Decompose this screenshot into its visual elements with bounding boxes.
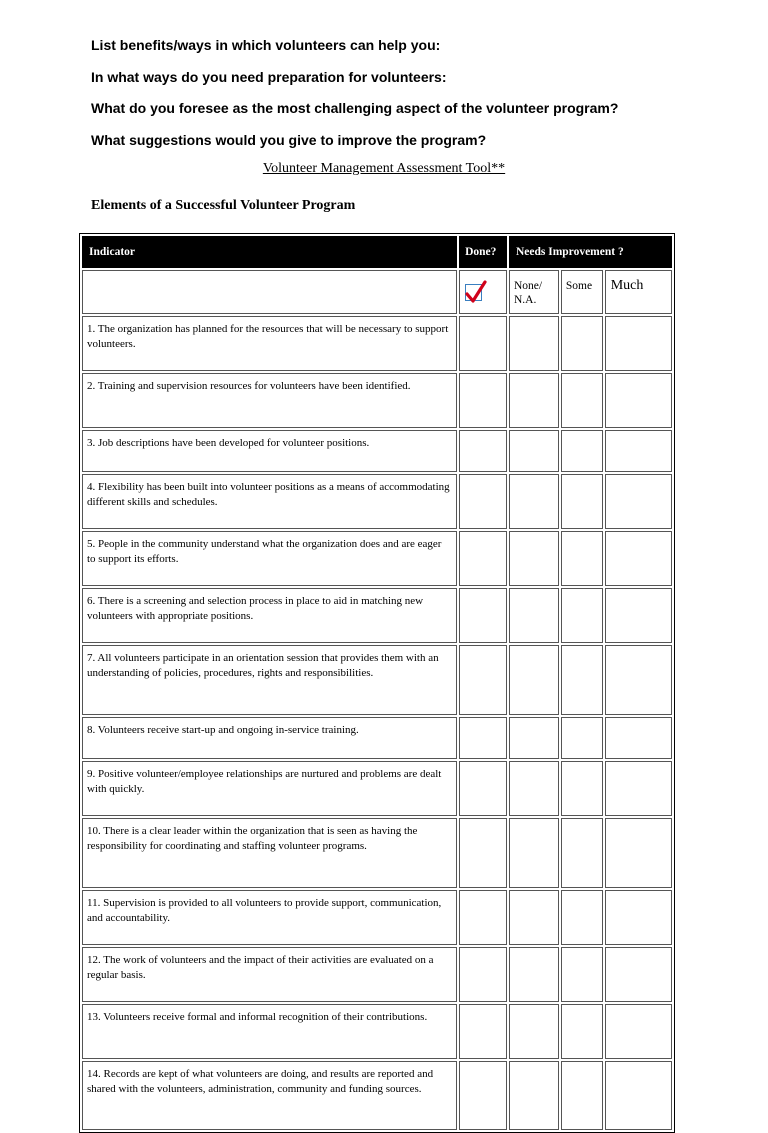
some-cell[interactable] bbox=[561, 717, 603, 759]
tool-title: Volunteer Management Assessment Tool** bbox=[262, 161, 506, 176]
header-done: Done? bbox=[459, 236, 507, 268]
some-cell[interactable] bbox=[561, 588, 603, 643]
done-cell[interactable] bbox=[459, 474, 507, 529]
much-cell[interactable] bbox=[605, 373, 672, 428]
done-cell[interactable] bbox=[459, 531, 507, 586]
some-cell[interactable] bbox=[561, 1004, 603, 1059]
none-cell[interactable] bbox=[509, 474, 559, 529]
much-cell[interactable] bbox=[605, 645, 672, 715]
subheader-blank bbox=[82, 270, 457, 314]
none-cell[interactable] bbox=[509, 890, 559, 945]
much-cell[interactable] bbox=[605, 474, 672, 529]
none-cell[interactable] bbox=[509, 1061, 559, 1130]
none-cell[interactable] bbox=[509, 717, 559, 759]
much-cell[interactable] bbox=[605, 890, 672, 945]
indicator-text: 1. The organization has planned for the resources that will be necessary to support volunteers. bbox=[82, 316, 457, 371]
much-cell[interactable] bbox=[605, 1004, 672, 1059]
assessment-table bbox=[79, 233, 675, 1133]
table-row bbox=[82, 474, 672, 529]
much-cell[interactable] bbox=[605, 588, 672, 643]
question-list bbox=[91, 30, 711, 156]
table-row bbox=[82, 645, 672, 715]
none-cell[interactable] bbox=[509, 531, 559, 586]
some-cell[interactable] bbox=[561, 1061, 603, 1130]
none-cell[interactable] bbox=[509, 761, 559, 816]
subheader-none-na: None/ N.A. bbox=[513, 280, 543, 306]
table-row bbox=[82, 947, 672, 1002]
indicator-text: 9. Positive volunteer/employee relationships are nurtured and problems are dealt with quickly. bbox=[82, 761, 457, 816]
indicator-text: 14. Records are kept of what volunteers are doing, and results are reported and shared with the volunteers, administration, community and funding sources. bbox=[82, 1061, 457, 1130]
checkmark-stroke bbox=[467, 282, 485, 301]
indicator-text: 3. Job descriptions have been developed for volunteer positions. bbox=[82, 430, 457, 472]
question-4: What suggestions would you give to improve the program? bbox=[91, 131, 487, 148]
some-cell[interactable] bbox=[561, 761, 603, 816]
some-cell[interactable] bbox=[561, 430, 603, 472]
done-cell[interactable] bbox=[459, 1004, 507, 1059]
table-row bbox=[82, 1004, 672, 1059]
much-cell[interactable] bbox=[605, 947, 672, 1002]
done-cell[interactable] bbox=[459, 373, 507, 428]
done-cell[interactable] bbox=[459, 316, 507, 371]
some-cell[interactable] bbox=[561, 474, 603, 529]
much-cell[interactable] bbox=[605, 430, 672, 472]
none-cell[interactable] bbox=[509, 430, 559, 472]
table-row bbox=[82, 1061, 672, 1130]
table-row bbox=[82, 717, 672, 759]
much-cell[interactable] bbox=[605, 1061, 672, 1130]
header-needs-improvement: Needs Improvement ? bbox=[509, 236, 672, 268]
subheader-some-cell bbox=[561, 270, 603, 314]
table-subheader-row bbox=[82, 270, 672, 314]
done-cell[interactable] bbox=[459, 645, 507, 715]
done-cell[interactable] bbox=[459, 947, 507, 1002]
indicator-text: 12. The work of volunteers and the impact of their activities are evaluated on a regular basis. bbox=[82, 947, 457, 1002]
check-icon[interactable] bbox=[465, 284, 482, 301]
some-cell[interactable] bbox=[561, 316, 603, 371]
checkmark-icon bbox=[465, 280, 487, 304]
some-cell[interactable] bbox=[561, 947, 603, 1002]
done-cell[interactable] bbox=[459, 761, 507, 816]
indicator-text: 4. Flexibility has been built into volunteer positions as a means of accommodating different skills and schedules. bbox=[82, 474, 457, 529]
none-cell[interactable] bbox=[509, 645, 559, 715]
indicator-text: 8. Volunteers receive start-up and ongoing in-service training. bbox=[82, 717, 457, 759]
done-cell[interactable] bbox=[459, 717, 507, 759]
some-cell[interactable] bbox=[561, 645, 603, 715]
subheader-some: Some bbox=[565, 280, 593, 292]
question-3: What do you foresee as the most challenging aspect of the volunteer program? bbox=[91, 100, 619, 116]
much-cell[interactable] bbox=[605, 818, 672, 888]
much-cell[interactable] bbox=[605, 531, 672, 586]
done-check-cell[interactable] bbox=[459, 270, 507, 314]
none-cell[interactable] bbox=[509, 588, 559, 643]
table-row bbox=[82, 761, 672, 816]
indicator-text: 11. Supervision is provided to all volunteers to provide support, communication, and accountability. bbox=[82, 890, 457, 945]
done-cell[interactable] bbox=[459, 430, 507, 472]
question-1: List benefits/ways in which volunteers can help you: bbox=[91, 37, 441, 53]
indicator-text: 6. There is a screening and selection process in place to aid in matching new volunteers with appropriate positions. bbox=[82, 588, 457, 643]
none-cell[interactable] bbox=[509, 818, 559, 888]
subheader-much-cell bbox=[605, 270, 672, 314]
indicator-text: 13. Volunteers receive formal and informal recognition of their contributions. bbox=[82, 1004, 457, 1059]
indicator-text: 10. There is a clear leader within the organization that is seen as having the responsibility for coordinating and staffing volunteer programs. bbox=[82, 818, 457, 888]
table-row bbox=[82, 818, 672, 888]
done-cell[interactable] bbox=[459, 890, 507, 945]
section-title: Elements of a Successful Volunteer Program bbox=[91, 198, 356, 213]
table-row bbox=[82, 588, 672, 643]
table-row bbox=[82, 531, 672, 586]
some-cell[interactable] bbox=[561, 890, 603, 945]
subheader-none-na-cell bbox=[509, 270, 559, 314]
table-row bbox=[82, 373, 672, 428]
done-cell[interactable] bbox=[459, 818, 507, 888]
none-cell[interactable] bbox=[509, 373, 559, 428]
none-cell[interactable] bbox=[509, 947, 559, 1002]
table-header-row bbox=[82, 236, 672, 268]
much-cell[interactable] bbox=[605, 717, 672, 759]
done-cell[interactable] bbox=[459, 1061, 507, 1130]
done-cell[interactable] bbox=[459, 588, 507, 643]
some-cell[interactable] bbox=[561, 373, 603, 428]
header-indicator: Indicator bbox=[82, 236, 457, 268]
much-cell[interactable] bbox=[605, 316, 672, 371]
table-row bbox=[82, 430, 672, 472]
indicator-text: 7. All volunteers participate in an orientation session that provides them with an understanding of policies, procedures, rights and responsibilities. bbox=[82, 645, 457, 715]
question-2: In what ways do you need preparation for volunteers: bbox=[91, 68, 447, 85]
subheader-much: Much bbox=[610, 278, 644, 293]
indicator-text: 5. People in the community understand what the organization does and are eager to support its efforts. bbox=[82, 531, 457, 586]
much-cell[interactable] bbox=[605, 761, 672, 816]
some-cell[interactable] bbox=[561, 531, 603, 586]
indicator-text: 2. Training and supervision resources for volunteers have been identified. bbox=[82, 373, 457, 428]
none-cell[interactable] bbox=[509, 1004, 559, 1059]
table-row bbox=[82, 316, 672, 371]
none-cell[interactable] bbox=[509, 316, 559, 371]
some-cell[interactable] bbox=[561, 818, 603, 888]
table-row bbox=[82, 890, 672, 945]
